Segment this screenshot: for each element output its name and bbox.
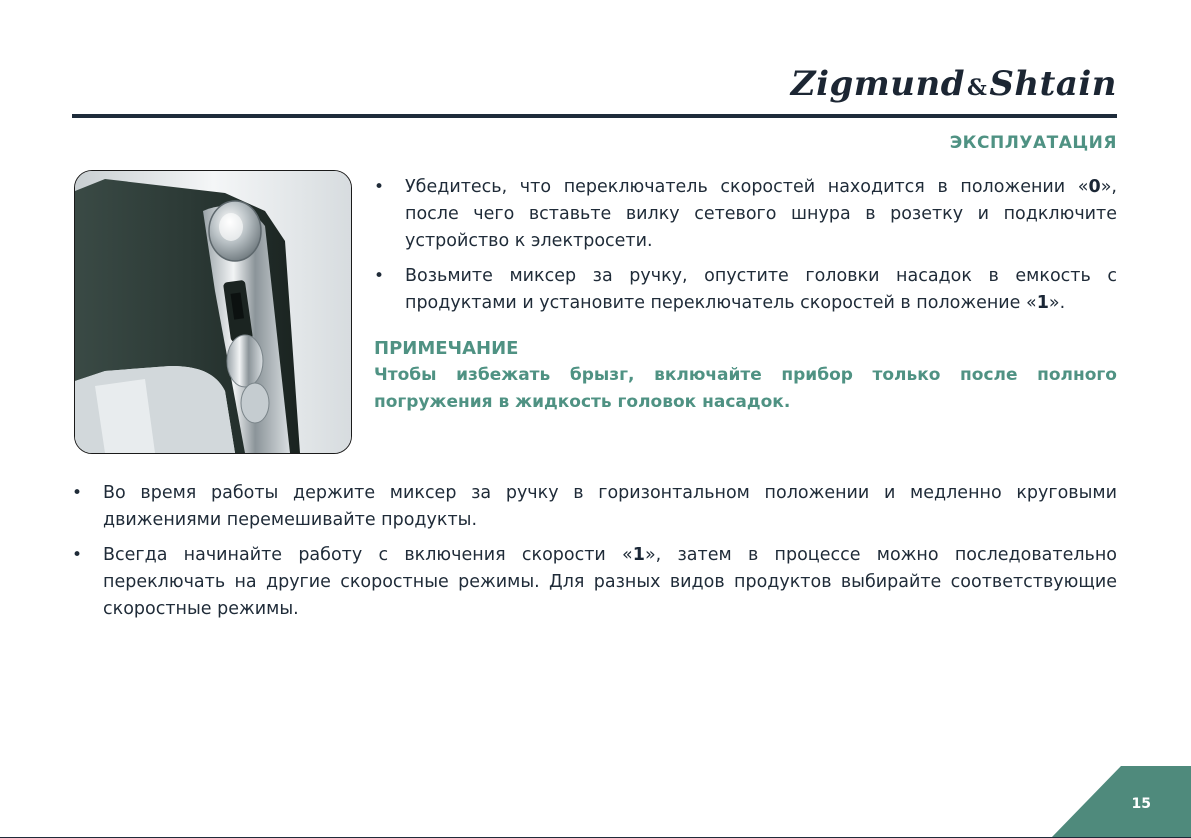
brand-logo (791, 64, 1117, 104)
instruction-text: Убедитесь, что переключатель скоростей находится в положении « (405, 177, 1089, 197)
speed-value: 1 (632, 545, 645, 565)
instruction-text: Всегда начинайте работу с включения скорости « (103, 545, 633, 565)
instruction-list-bottom (72, 480, 1117, 623)
instruction-text-end: », после чего вставьте вилку сетевого шнура в розетку и подключите устройство к электросети. (405, 177, 1117, 251)
brand-name-left: Zigmund (790, 64, 965, 104)
header-divider (72, 114, 1117, 118)
note-text: Чтобы избежать брызг, включайте прибор только после полного погружения в жидкость головок насадок. (374, 365, 1117, 412)
list-item (72, 542, 1117, 623)
page-corner-tab (1051, 766, 1191, 838)
bullet-icon: • (72, 483, 83, 503)
list-item (72, 480, 1117, 534)
instruction-text-end: », затем в процессе можно последовательно переключать на другие скоростные режимы. Для разных видов продуктов выбирайте соответствующие скоростные режимы. (103, 545, 1118, 619)
speed-value: 1 (1036, 293, 1049, 313)
hand-mixer-illustration (75, 171, 351, 453)
hand-mixer-photo (74, 170, 352, 454)
page-number: 15 (1131, 796, 1151, 812)
instruction-text: Возьмите миксер за ручку, опустите головки насадок в емкость с продуктами и установите переключатель скоростей в положение « (405, 266, 1117, 313)
bullet-icon: • (72, 545, 83, 565)
bullet-icon: • (374, 177, 385, 197)
instruction-list-top (374, 174, 1117, 317)
brand-ampersand: & (966, 75, 988, 101)
instruction-text: Во время работы держите миксер за ручку в горизонтальном положении и медленно круговыми движениями перемешивайте продукты. (103, 483, 1117, 530)
list-item (374, 263, 1117, 317)
brand-name-right: Shtain (989, 64, 1117, 104)
speed-value: 0 (1088, 177, 1101, 197)
right-column (374, 174, 1117, 416)
section-title: ЭКСПЛУАТАЦИЯ (949, 133, 1117, 153)
note-block (374, 335, 1117, 416)
instruction-text-end: ». (1048, 293, 1066, 313)
bullet-icon: • (374, 266, 385, 286)
note-title: ПРИМЕЧАНИЕ (374, 338, 519, 359)
list-item (374, 174, 1117, 255)
full-width-section (72, 480, 1117, 631)
